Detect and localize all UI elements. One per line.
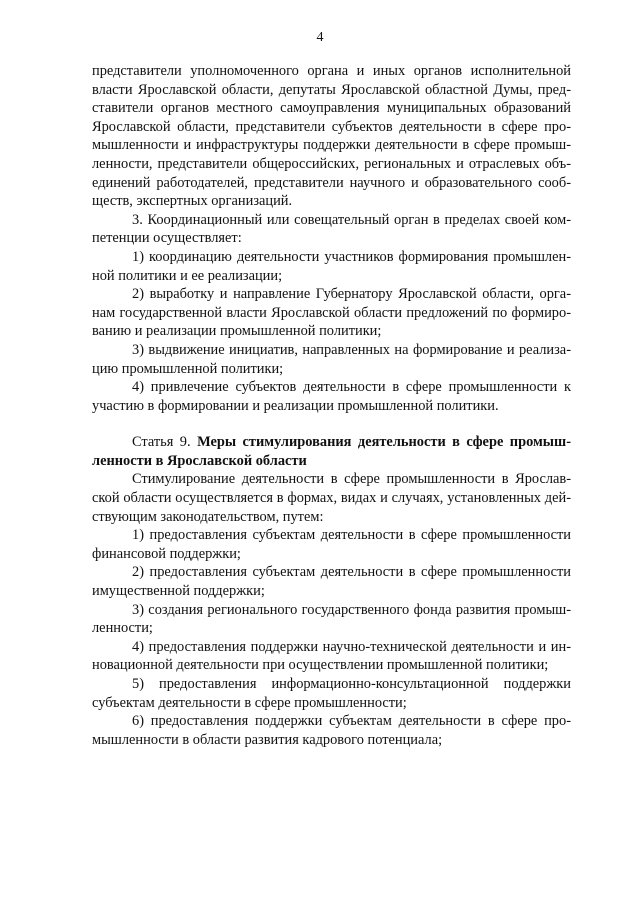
- document-body: [92, 62, 571, 749]
- list-item: 3) создания регионального государственного фонда развития промышленности;: [92, 601, 571, 637]
- article-title: Меры стимулирования деятельности в сфере промышленности в Ярославской области: [92, 434, 571, 469]
- list-item: 5) предоставления информационно-консультационной поддержки субъектам деятельности в сфере промышленности;: [92, 676, 571, 711]
- list-item: 4) предоставления поддержки научно-технической деятельности и инновационной деятельности при осуществлении промышленной политики;: [92, 638, 571, 674]
- article-prefix: Статья 9.: [132, 434, 198, 451]
- list-item: 4) привлечение субъектов деятельности в сфере промышленности к участию в формировании и реализации промышленной политики.: [92, 379, 571, 414]
- list-item: 1) предоставления субъектам деятельности в сфере промышленности финансовой поддержки;: [92, 527, 571, 562]
- section-gap: [92, 415, 571, 433]
- article-heading: [92, 433, 571, 470]
- list-item: 2) выработку и направление Губернатору Ярославской области, органам государственной власти Ярославской области предложений по формированию и реализации промышленной политики;: [92, 286, 571, 340]
- list-item: 6) предоставления поддержки субъектам деятельности в сфере промышленности в области развития кадрового потенциала;: [92, 713, 571, 748]
- paragraph: Стимулирование деятельности в сфере промышленности в Ярославской области осуществляется в формах, видах и случаях, установленных действующим законодательством, путем:: [92, 471, 571, 525]
- list-item: 3) выдвижение инициатив, направленных на формирование и реализацию промышленной политики;: [92, 341, 571, 377]
- paragraph: представители уполномоченного органа и иных органов исполнительной власти Ярославской области, депутаты Ярославской областной Думы, представители органов местного самоуправления муниципальных образований Ярославской области, представители субъектов деятельности в сфере промышленности и инфраструктуры поддержки деятельности в сфере промышленности, представители общероссийских, региональных и отраслевых объединений работодателей, представители научного и образовательного сообществ, экспертных организаций.: [92, 63, 571, 210]
- page-number: 4: [316, 30, 324, 45]
- list-item: 2) предоставления субъектам деятельности в сфере промышленности имущественной поддержки;: [92, 564, 571, 600]
- paragraph: 3. Координационный или совещательный орган в пределах своей компетенции осуществляет:: [92, 211, 571, 247]
- list-item: 1) координацию деятельности участников формирования промышленной политики и ее реализации;: [92, 248, 571, 284]
